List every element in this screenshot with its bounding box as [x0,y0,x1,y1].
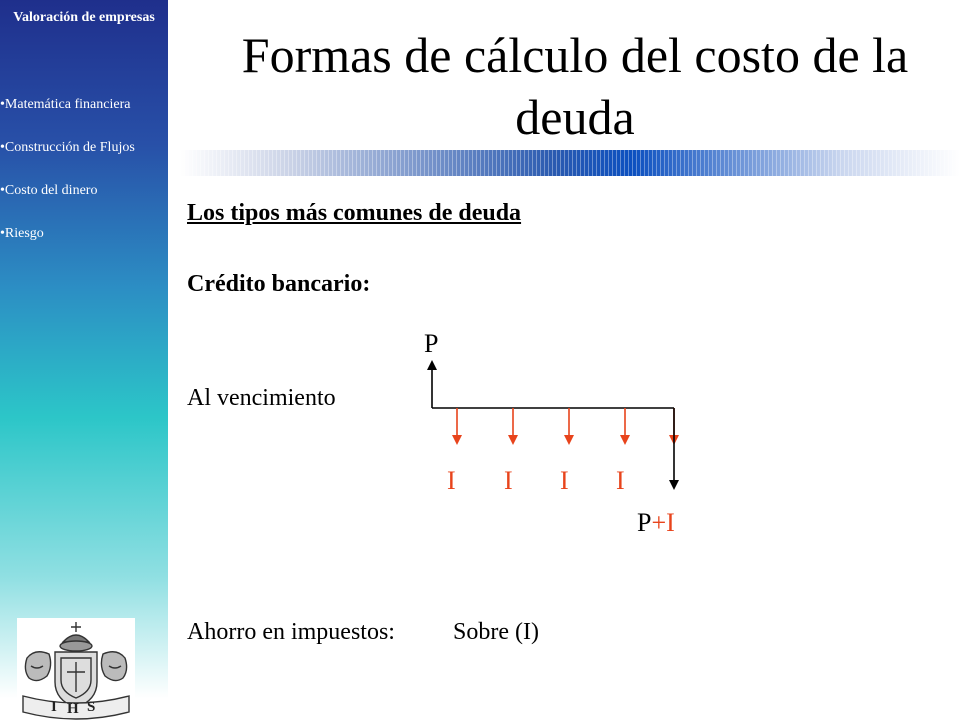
principal-label: P [424,329,439,358]
interest-label: I [616,466,625,495]
maturity-label: Al vencimiento [187,385,336,411]
svg-text:H: H [67,701,79,717]
sidebar-list [0,94,160,266]
section-subheading: Los tipos más comunes de deuda [187,200,522,226]
bullet-icon: • [0,97,5,112]
interest-label: I [560,466,569,495]
sidebar-item-label: Costo del dinero [4,183,98,198]
university-crest-icon [17,618,135,720]
interest-label: I [504,466,513,495]
bullet-icon: • [0,226,5,241]
bullet-icon: • [0,183,5,198]
sidebar-item-matematica[interactable] [0,94,160,115]
sidebar-item-riesgo[interactable] [0,223,160,244]
sidebar [0,0,168,720]
credit-label: Crédito bancario: [187,271,371,297]
final-payment-label [637,508,675,538]
sidebar-item-label: Matemática financiera [4,97,131,112]
final-payment-prefix: P [637,508,652,537]
tax-savings-value: Sobre (I) [453,619,539,645]
svg-text:I: I [51,699,57,715]
sidebar-item-label: Riesgo [4,226,44,241]
title-underline-bar [180,150,960,176]
svg-text:S: S [87,699,96,715]
bullet-icon: • [0,140,5,155]
page-title: Formas de cálculo del costo de la deuda [241,27,909,145]
tax-savings-label: Ahorro en impuestos: [187,619,395,645]
sidebar-item-construccion[interactable] [0,137,160,158]
sidebar-item-label: Construcción de Flujos [4,140,135,155]
sidebar-title: Valoración de empresas [13,10,155,25]
final-payment-suffix: +I [651,508,675,537]
cash-flow-diagram [400,325,720,555]
interest-label: I [447,466,456,495]
sidebar-item-costo[interactable] [0,180,160,201]
